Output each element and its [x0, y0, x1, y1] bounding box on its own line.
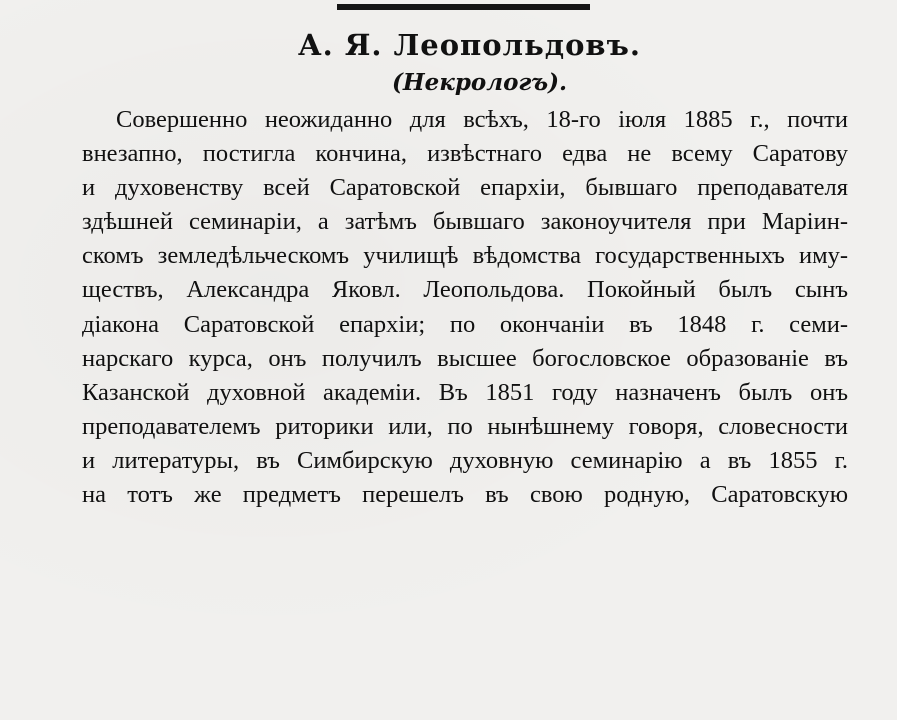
text-line: ществъ, Александра Яковл. Леопольдова. Покойный былъ сынъ [82, 276, 848, 304]
text-line: нарскаго курса, онъ получилъ высшее богословское образованіе въ [82, 344, 848, 372]
text-line: Совершенно неожиданно для всѣхъ, 18-го іюля 1885 г., почти [116, 106, 848, 133]
article-title: А. Я. Леопольдовъ. [298, 28, 641, 62]
header-rule [337, 4, 590, 10]
text-line: преподавателемъ риторики или, по нынѣшнему говоря, словесности [82, 412, 848, 440]
text-line: и литературы, въ Симбирскую духовную семинарію а въ 1855 г. [82, 446, 848, 474]
article-subtitle: (Некрологъ). [392, 69, 567, 96]
text-line: скомъ земледѣльческомъ училищѣ вѣдомства государственныхъ иму- [82, 242, 848, 270]
article-body [82, 103, 848, 512]
text-line: діакона Саратовской епархіи; по окончаніи въ 1848 г. семи- [82, 310, 848, 338]
text-line: на тотъ же предметъ перешелъ въ свою родную, Саратовскую [82, 481, 848, 509]
text-line: здѣшней семинаріи, а затѣмъ бывшаго законоучителя при Маріин- [82, 208, 848, 236]
text-line: и духовенству всей Саратовской епархіи, бывшаго преподавателя [82, 174, 848, 202]
text-line: внезапно, постигла кончина, извѣстнаго едва не всему Саратову [82, 140, 848, 168]
text-line: Казанской духовной академіи. Въ 1851 году назначенъ былъ онъ [82, 378, 848, 406]
